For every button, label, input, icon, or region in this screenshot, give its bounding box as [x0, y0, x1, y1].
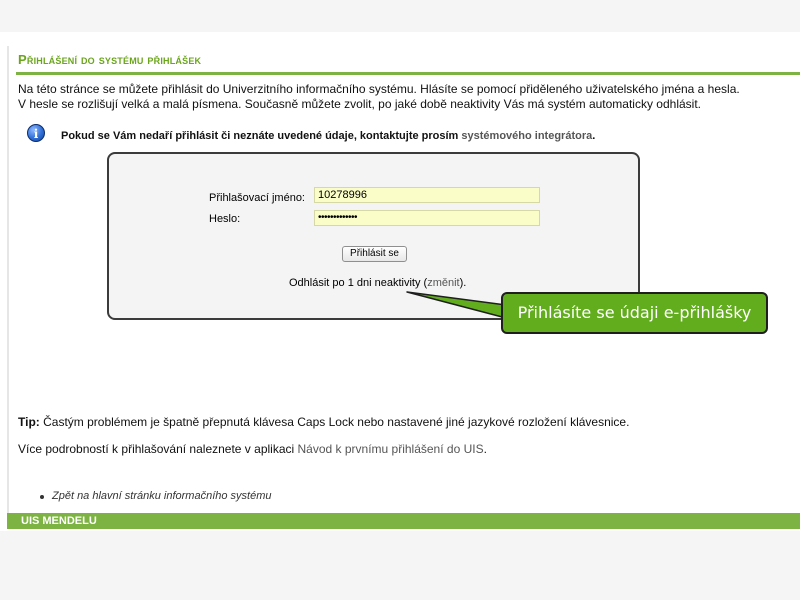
footer-bar: UIS MENDELU — [7, 513, 800, 529]
login-button[interactable]: Přihlásit se — [342, 246, 407, 262]
change-logout-link[interactable]: změnit — [427, 277, 460, 289]
info-message — [61, 130, 595, 142]
intro-line-2: V hesle se rozlišují velká a malá písmena. Současně můžete zvolit, po jaké době neaktivity Vás má systém automaticky odhlásit. — [18, 97, 701, 111]
guide-link[interactable]: Návod k prvnímu přihlášení do UIS — [297, 442, 484, 456]
info-icon: i — [27, 124, 45, 142]
left-border — [7, 46, 9, 516]
info-text: Pokud se Vám nedaří přihlásit či neznáte uvedené údaje, kontaktujte prosím — [61, 130, 459, 142]
username-input[interactable]: 10278996 — [314, 187, 540, 203]
username-label: Přihlašovací jméno: — [209, 192, 305, 204]
back-item — [38, 490, 272, 502]
password-input[interactable]: ••••••••••••• — [314, 210, 540, 226]
intro-text — [18, 82, 778, 112]
back-link[interactable]: Zpět na hlavní stránku informačního systému — [52, 490, 272, 502]
page-title: Přihlášení do systému přihlášek — [18, 52, 202, 67]
tip-text — [18, 415, 629, 429]
tip-body: Častým problémem je špatně přepnutá klávesa Caps Lock nebo nastavené jiné jazykové rozložení klávesnice. — [39, 415, 630, 429]
callout-annotation: Přihlásíte se údaji e-přihlášky — [501, 292, 768, 334]
more-suffix: . — [483, 442, 487, 456]
title-divider — [16, 72, 800, 75]
logout-prefix: Odhlásit po 1 dni neaktivity ( — [289, 277, 428, 289]
intro-line-1: Na této stránce se můžete přihlásit do Univerzitního informačního systému. Hlásíte se pomocí přiděleného uživatelského jména a hesla. — [18, 82, 740, 96]
tip-label: Tip: — [18, 415, 40, 429]
page — [0, 32, 800, 531]
integrator-link[interactable]: systémového integrátora — [461, 130, 593, 142]
password-label: Heslo: — [209, 213, 241, 225]
info-period: . — [592, 130, 596, 142]
logout-suffix: ). — [459, 277, 467, 289]
logout-setting — [289, 277, 466, 289]
more-text: Více podrobností k přihlašování naleznete v aplikaci — [18, 442, 298, 456]
more-info — [18, 442, 487, 456]
